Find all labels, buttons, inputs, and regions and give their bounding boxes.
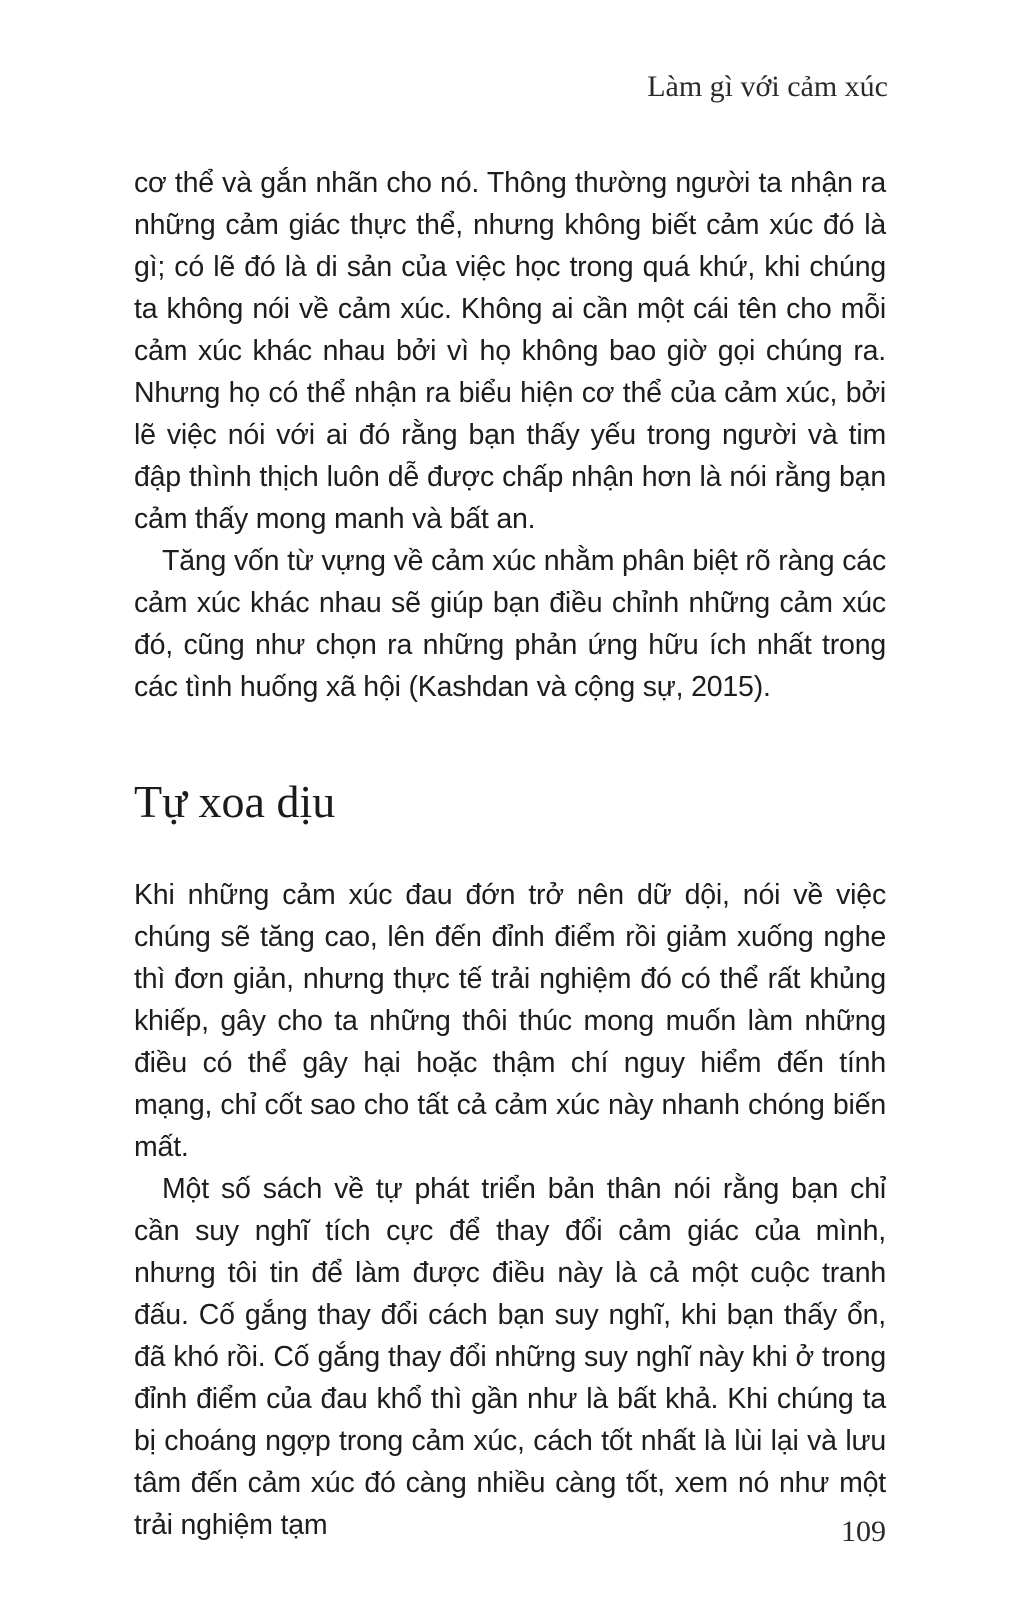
running-header: Làm gì với cảm xúc xyxy=(647,70,888,103)
body-paragraph-4: Một số sách về tự phát triển bản thân nói rằng bạn chỉ cần suy nghĩ tích cực để thay đổi cảm giác của mình, nhưng tôi tin để làm được điều này là cả một cuộc tranh đấu. Cố gắng thay đổi cách bạn suy nghĩ, khi bạn thấy ổn, đã khó rồi. Cố gắng thay đổi những suy nghĩ này khi ở trong đỉnh điểm của đau khổ thì gần như là bất khả. Khi chúng ta bị choáng ngợp trong cảm xúc, cách tốt nhất là lùi lại và lưu tâm đến cảm xúc đó càng nhiều càng tốt, xem nó như một trải nghiệm tạm xyxy=(134,1173,886,1541)
body-text-column xyxy=(134,162,886,1546)
body-paragraph-1: cơ thể và gắn nhãn cho nó. Thông thường người ta nhận ra những cảm giác thực thể, nhưng không biết cảm xúc đó là gì; có lẽ đó là di sản của việc học trong quá khứ, khi chúng ta không nói về cảm xúc. Không ai cần một cái tên cho mỗi cảm xúc khác nhau bởi vì họ không bao giờ gọi chúng ra. Nhưng họ có thể nhận ra biểu hiện cơ thể của cảm xúc, bởi lẽ việc nói với ai đó rằng bạn thấy yếu trong người và tim đập thình thịch luôn dễ được chấp nhận hơn là nói rằng bạn cảm thấy mong manh và bất an. xyxy=(134,167,886,535)
body-paragraph-2: Tăng vốn từ vựng về cảm xúc nhằm phân biệt rõ ràng các cảm xúc khác nhau sẽ giúp bạn điều chỉnh những cảm xúc đó, cũng như chọn ra những phản ứng hữu ích nhất trong các tình huống xã hội (Kashdan và cộng sự, 2015). xyxy=(134,545,886,703)
body-paragraph-3: Khi những cảm xúc đau đớn trở nên dữ dội, nói về việc chúng sẽ tăng cao, lên đến đỉnh điểm rồi giảm xuống nghe thì đơn giản, nhưng thực tế trải nghiệm đó có thể rất khủng khiếp, gây cho ta những thôi thúc mong muốn làm những điều có thể gây hại hoặc thậm chí nguy hiểm đến tính mạng, chỉ cốt sao cho tất cả cảm xúc này nhanh chóng biến mất. xyxy=(134,879,886,1163)
section-heading: Tự xoa dịu xyxy=(134,776,336,827)
page-number: 109 xyxy=(841,1515,886,1548)
